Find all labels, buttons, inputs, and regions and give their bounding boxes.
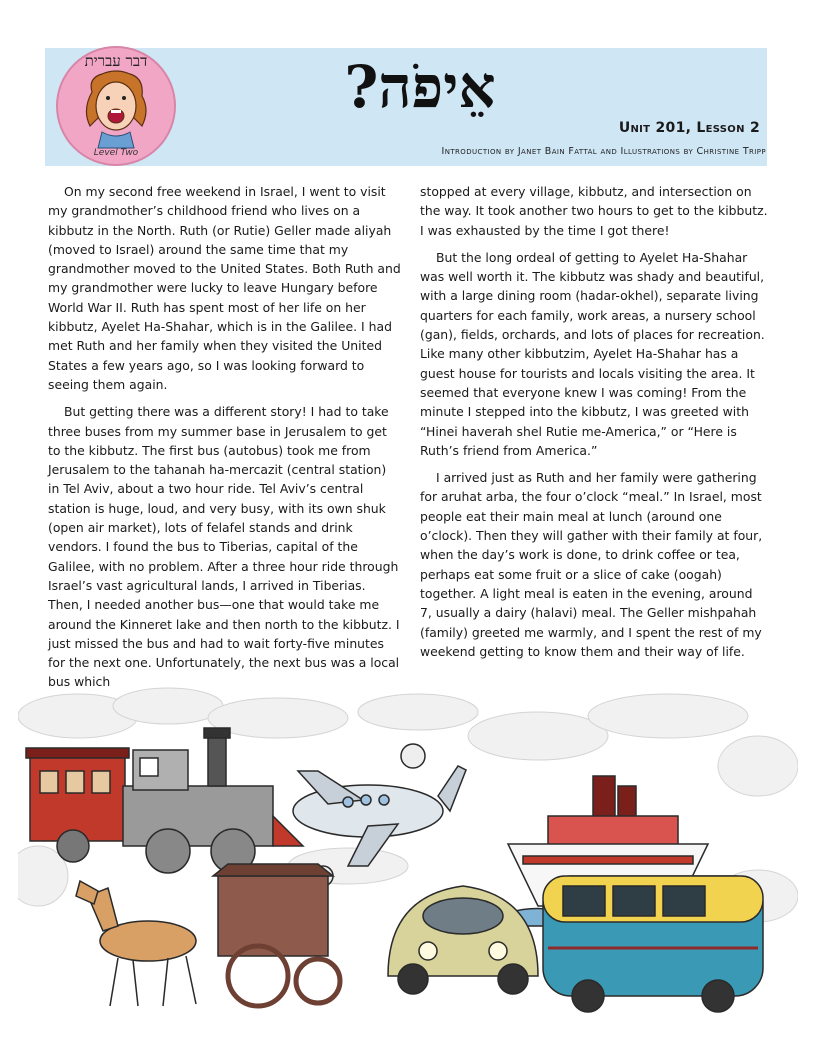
level-badge xyxy=(56,46,176,166)
bus-icon xyxy=(543,876,763,1012)
article-column-left xyxy=(48,182,401,700)
train-icon xyxy=(26,728,303,873)
car-icon xyxy=(388,886,538,994)
badge-level-text: Level Two xyxy=(93,148,139,158)
paragraph: On my second free weekend in Israel, I went to visit my grandmother’s childhood friend who lives on a kibbutz in the North. Ruth (or Rutie) Geller made aliyah (moved to Israel) around the same time that my grandmother moved to the United States. Both Ruth and my grandmother were lucky to leave Hungary before World War II. Ruth has spent most of her life on her kibbutz, Ayelet Ha-Shahar, which is in the Galilee. I had met Ruth and her family when they visited the United States a few years ago, so I was looking forward to seeing them again. xyxy=(48,184,401,392)
page-title: אֵיפֹה? xyxy=(344,53,496,121)
girl-face-icon xyxy=(58,48,174,164)
article-column-right xyxy=(420,182,768,669)
badge-hebrew-text: דבר עברית xyxy=(84,52,148,70)
credits-line: Introduction by Janet Bain Fattal and Illustrations by Christine Tripp xyxy=(441,146,766,157)
horse-and-wagon-icon xyxy=(76,864,340,1006)
paragraph: stopped at every village, kibbutz, and intersection on the way. It took another two hours to get to the kibbutz. I was exhausted by the time I got there! xyxy=(420,184,768,238)
paragraph: But the long ordeal of getting to Ayelet Ha-Shahar was well worth it. The kibbutz was shady and beautiful, with a large dining room (hadar-okhel), separate living quarters for each family, work areas, a nursery school (gan), fields, orchards, and lots of places for recreation. Like many other kibbutzim, Ayelet Ha-Shahar has a guest house for tourists and locals visiting the area. It seemed that everyone knew I was coming! From the minute I stepped into the kibbutz, I was greeted with “Hinei haverah shel Rutie me-America,” or “Here is Ruth’s friend from America.” xyxy=(420,249,765,458)
transportation-illustration xyxy=(18,676,798,1044)
paragraph: I arrived just as Ruth and her family were gathering for aruhat arba, the four o’clock “meal.” In Israel, most people eat their main meal at lunch (around one o’clock). Then they will gather with their family at four, when the day’s work is done, to drink coffee or tea, perhaps eat some fruit or a slice of cake (oogah) together. A light meal is eaten in the evening, around 7, usually a dairy (halavi) meal. The Geller mishpahah (family) greeted me warmly, and I spent the rest of my weekend getting to know them and their way of life. xyxy=(420,470,763,659)
unit-label: Unit 201, Lesson 2 xyxy=(618,120,760,136)
paragraph: But getting there was a different story! I had to take three buses from my summer base in Jerusalem to get to the kibbutz. The first bus (autobus) took me from Jerusalem to the tahanah ha-mercazit (central station) in Tel Aviv, about a two hour ride. Tel Aviv’s central station is huge, loud, and very busy, with its own shuk (open air market), lots of felafel stands and drink vendors. I found the bus to Tiberias, capital of the Galilee, with no problem. After a three hour ride through Israel’s vast agricultural lands, I arrived in Tiberias. Then, I needed another bus—one that would take me around the Kinneret lake and then north to the kibbutz. I just missed the bus and had to wait forty-five minutes for the next one. Unfortunately, the next bus was a local bus which xyxy=(48,404,400,690)
